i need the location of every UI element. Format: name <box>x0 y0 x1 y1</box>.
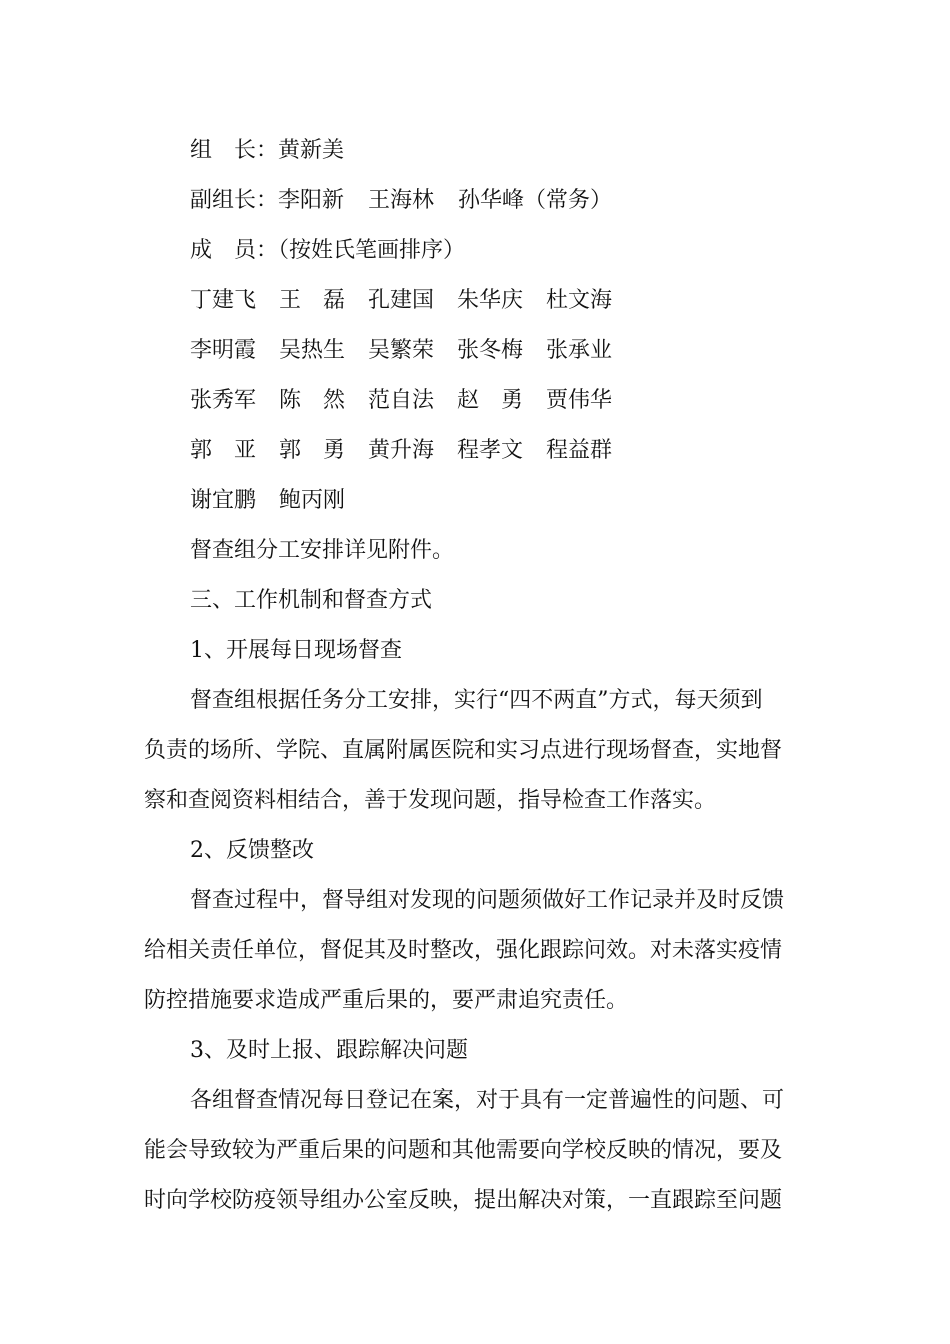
paragraph-line: 给相关责任单位，督促其及时整改，强化跟踪问效。对未落实疫情 <box>144 938 783 963</box>
item-title: 2、反馈整改 <box>190 838 314 863</box>
paragraph-line: 防控措施要求造成严重后果的，要严肃追究责任。 <box>144 988 629 1013</box>
member-name: 吴热生 <box>279 338 346 363</box>
paragraph-line: 时向学校防疫领导组办公室反映，提出解决对策，一直跟踪至问题 <box>144 1188 783 1213</box>
member-row <box>190 336 690 366</box>
member-name: 程益群 <box>546 438 613 463</box>
members-label: 成 员： <box>190 238 279 263</box>
member-row <box>190 436 690 466</box>
member-name: 李明霞 <box>190 338 257 363</box>
member-name: 吴繁荣 <box>368 338 435 363</box>
member-row <box>190 386 690 416</box>
paragraph-line: 督查组根据任务分工安排，实行“四不两直”方式，每天须到 <box>190 688 763 713</box>
deputy-label: 副组长： <box>190 188 279 213</box>
member-name: 陈 然 <box>279 388 346 413</box>
member-name: 王 磊 <box>279 288 346 313</box>
deputy-name: 王海林 <box>368 188 435 213</box>
item-title: 1、开展每日现场督查 <box>190 638 402 663</box>
section-heading: 三、工作机制和督查方式 <box>190 588 433 613</box>
member-name: 赵 勇 <box>457 388 524 413</box>
member-name: 张冬梅 <box>457 338 524 363</box>
member-name: 丁建飞 <box>190 288 257 313</box>
deputy-line <box>190 186 690 216</box>
assignment-note: 督查组分工安排详见附件。 <box>190 538 455 563</box>
paragraph-line: 察和查阅资料相结合，善于发现问题，指导检查工作落实。 <box>144 788 717 813</box>
member-name: 张秀军 <box>190 388 257 413</box>
member-name: 孔建国 <box>368 288 435 313</box>
item-title: 3、及时上报、跟踪解决问题 <box>190 1038 468 1063</box>
member-name: 张承业 <box>546 338 613 363</box>
leader-name: 黄新美 <box>278 138 345 163</box>
deputy-name: 李阳新 <box>278 188 345 213</box>
members-line <box>190 236 465 266</box>
member-name: 谢宜鹏 <box>190 488 257 513</box>
member-name: 程孝文 <box>457 438 524 463</box>
member-name: 鲍丙刚 <box>279 488 346 513</box>
member-name: 黄升海 <box>368 438 435 463</box>
member-name: 贾伟华 <box>546 388 613 413</box>
member-name: 杜文海 <box>546 288 613 313</box>
deputy-name: 孙华峰（常务） <box>458 188 613 213</box>
member-row <box>190 486 690 516</box>
leader-label: 组 长： <box>190 138 279 163</box>
paragraph-line: 能会导致较为严重后果的问题和其他需要向学校反映的情况，要及 <box>144 1138 783 1163</box>
member-name: 范自法 <box>368 388 435 413</box>
paragraph-line: 各组督查情况每日登记在案，对于具有一定普遍性的问题、可 <box>190 1088 785 1113</box>
paragraph-line: 督查过程中，督导组对发现的问题须做好工作记录并及时反馈 <box>190 888 785 913</box>
member-row <box>190 286 690 316</box>
member-name: 朱华庆 <box>457 288 524 313</box>
member-name: 郭 亚 <box>190 438 257 463</box>
leader-line <box>190 136 344 166</box>
members-note: （按姓氏笔画排序） <box>278 238 466 263</box>
paragraph-line: 负责的场所、学院、直属附属医院和实习点进行现场督查，实地督 <box>144 738 783 763</box>
member-name: 郭 勇 <box>279 438 346 463</box>
